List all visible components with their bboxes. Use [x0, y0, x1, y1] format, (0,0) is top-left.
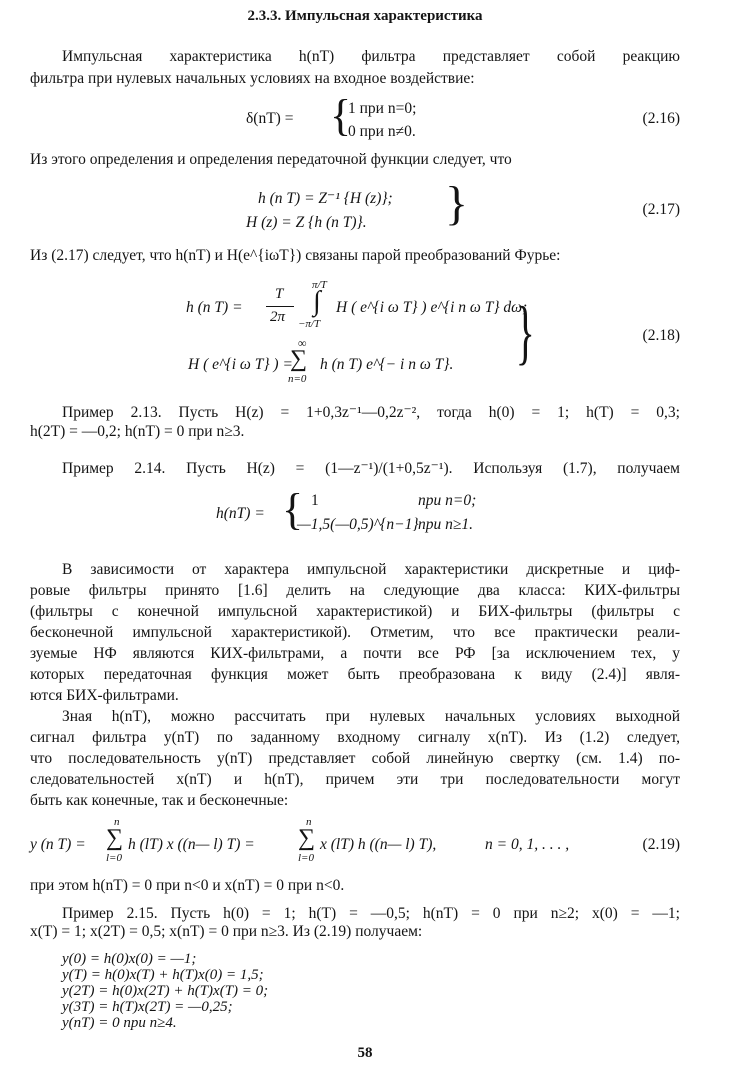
- eq217-line1: h (n T) = Z⁻¹ {H (z)};: [258, 190, 393, 207]
- eq219-sum1-upper: n: [114, 816, 120, 828]
- para3-line-1: Зная h(nT), можно рассчитать при нулевых начальных условиях выходной: [62, 708, 680, 725]
- eq218-sum-lower: n=0: [288, 373, 307, 385]
- para3-line-3: что последовательность y(nT) представляет собой линейную свертку (см. 1.4) по-: [30, 750, 680, 767]
- para1-line-2: фильтра при нулевых начальных условиях на входное воздействие:: [30, 70, 475, 87]
- eq218-int-upper: π/T: [312, 279, 327, 291]
- example-2-13-line-2: h(2T) = —0,2; h(nT) = 0 при n≥3.: [30, 423, 245, 440]
- eq219-sum2-upper: n: [306, 816, 312, 828]
- eq214-lhs: h(nT) =: [216, 505, 265, 522]
- eq218-line1-body: H ( e^{i ω T} ) e^{i n ω T} dω;: [336, 299, 528, 316]
- line-conditions: при этом h(nT) = 0 при n<0 и x(nT) = 0 при n<0.: [30, 877, 345, 894]
- eq218-line2-body: h (n T) e^{− i n ω T}.: [320, 356, 454, 373]
- eq216-lhs: δ(nT) =: [246, 110, 294, 127]
- para3-line-4: следовательностей x(nT) и h(nT), причем эти три последовательности могут: [30, 771, 680, 788]
- eq218-frac-den: 2π: [270, 309, 286, 325]
- para3-line-5: быть как конечные, так и бесконечные:: [30, 792, 289, 809]
- eq218-int-lower: −π/T: [298, 318, 321, 330]
- line-fourier: Из (2.17) следует, что h(nT) и H(e^{iωT}) связаны парой преобразований Фурье:: [30, 247, 561, 264]
- para2-line-5: зуемые НФ являются КИХ-фильтрами, а почти все РФ [за исключением тех, у: [30, 645, 680, 662]
- eq219-sum2-lower: l=0: [298, 852, 314, 864]
- eq217-number: (2.17): [642, 201, 680, 218]
- example-2-15-line-2: x(T) = 1; x(2T) = 0,5; x(nT) = 0 при n≥3. Из (2.19) получаем:: [30, 923, 423, 940]
- eq217-line2: H (z) = Z {h (n T)}.: [246, 214, 367, 231]
- result-line-4: y(3T) = h(T)x(2T) = —0,25;: [62, 999, 233, 1015]
- para2-line-6: которых передаточная функция может быть преобразована к виду (2.4)] явля-: [30, 666, 680, 683]
- eq218-frac-num: T: [275, 286, 284, 302]
- eq218-number: (2.18): [642, 327, 680, 344]
- eq219-lhs: y (n T) =: [30, 836, 86, 853]
- eq219-body1: h (lT) x ((n— l) T) =: [128, 836, 255, 853]
- eq219-range: n = 0, 1, . . . ,: [485, 836, 570, 853]
- eq214-case1-value: 1: [311, 492, 319, 509]
- example-2-14-line: Пример 2.14. Пусть H(z) = (1—z⁻¹)/(1+0,5z⁻¹). Используя (1.7), получаем: [62, 460, 680, 477]
- example-2-13-line-1: Пример 2.13. Пусть H(z) = 1+0,3z⁻¹—0,2z⁻², тогда h(0) = 1; h(T) = 0,3;: [62, 404, 680, 421]
- eq216-case2: 0 при n≠0.: [348, 123, 416, 140]
- eq218-brace: }: [515, 292, 535, 372]
- eq218-sum-sign: ∑: [290, 346, 308, 372]
- eq214-case1-condition: при n=0;: [418, 492, 477, 509]
- eq216-number: (2.16): [642, 110, 680, 127]
- eq214-case2-condition: при n≥1.: [418, 516, 474, 533]
- section-heading: 2.3.3. Импульсная характеристика: [247, 8, 483, 24]
- para3-line-2: сигнал фильтра y(nT) по заданному входному сигналу x(nT). Из (1.2) следует,: [30, 729, 680, 746]
- eq217-brace: }: [445, 177, 469, 230]
- eq214-brace: {: [282, 485, 304, 534]
- eq219-body2: x (lT) h ((n— l) T),: [320, 836, 437, 853]
- para2-line-1: В зависимости от характера импульсной характеристики дискретные и циф-: [62, 561, 680, 578]
- eq214-case2-value: —1,5(—0,5)^{n−1}: [297, 516, 419, 533]
- eq219-sum1-lower: l=0: [106, 852, 122, 864]
- result-line-2: y(T) = h(0)x(T) + h(T)x(0) = 1,5;: [62, 967, 264, 983]
- para2-line-7: ются БИХ-фильтрами.: [30, 687, 179, 704]
- eq218-line2-lhs: H ( e^{i ω T} ) =: [188, 356, 293, 373]
- page-number: 58: [357, 1045, 373, 1061]
- example-2-15-line-1: Пример 2.15. Пусть h(0) = 1; h(T) = —0,5; h(nT) = 0 при n≥2; x(0) = —1;: [62, 905, 680, 922]
- eq216-brace: {: [330, 91, 352, 140]
- result-line-5: y(nT) = 0 при n≥4.: [62, 1015, 177, 1031]
- result-line-1: y(0) = h(0)x(0) = —1;: [62, 951, 197, 967]
- eq218-sum-upper: ∞: [298, 336, 307, 350]
- para1-line-1: Импульсная характеристика h(nT) фильтра представляет собой реакцию: [62, 48, 680, 65]
- para2-line-4: бесконечной импульсной характеристикой). Отметим, что все практически реали-: [30, 624, 680, 641]
- para2-line-2: ровые фильтры принято [1.6] делить на следующие два класса: КИХ-фильтры: [30, 582, 680, 599]
- result-line-3: y(2T) = h(0)x(2T) + h(T)x(T) = 0;: [62, 983, 269, 999]
- eq216-case1: 1 при n=0;: [348, 100, 417, 117]
- eq218-frac-bar: [266, 306, 294, 307]
- eq219-sum1-sign: ∑: [106, 825, 124, 851]
- eq219-sum2-sign: ∑: [298, 825, 316, 851]
- eq218-line1-lhs: h (n T) =: [186, 299, 243, 316]
- para2-line-3: (фильтры с конечной импульсной характеристикой) и БИХ-фильтры (фильтры с: [30, 603, 680, 620]
- line-definition: Из этого определения и определения передаточной функции следует, что: [30, 151, 512, 168]
- eq218-integral-sign: ∫: [313, 286, 321, 317]
- eq219-number: (2.19): [642, 836, 680, 853]
